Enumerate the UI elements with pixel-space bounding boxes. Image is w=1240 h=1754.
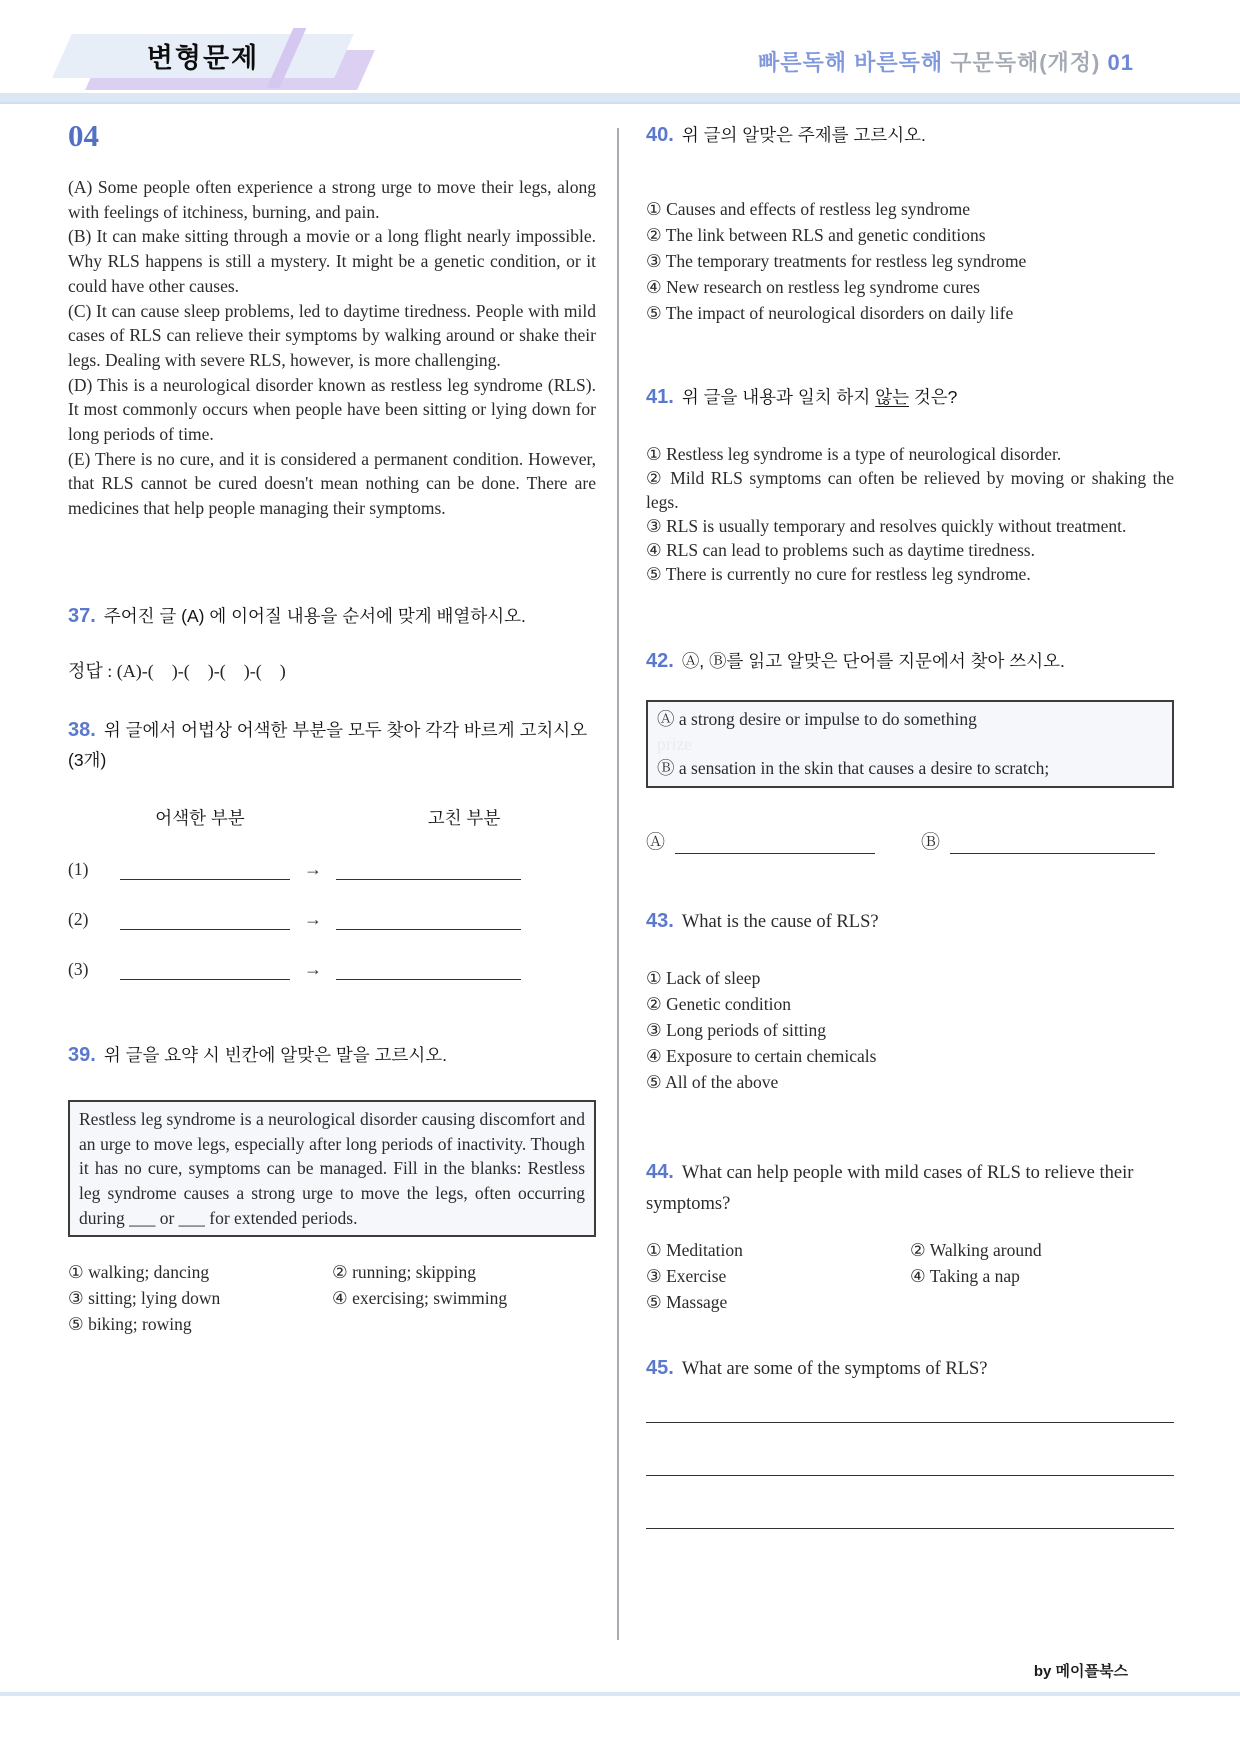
arrow-icon: → — [304, 858, 322, 879]
question-45 — [646, 1353, 1174, 1384]
passage-paragraph-e: (E) There is no cure, and it is considered a permanent condition. However, that RLS cannot be cured doesn't mean nothing can be done. There are medicines that help people managing their symptoms. — [68, 448, 596, 519]
question-44 — [646, 1157, 1174, 1219]
option: ④ RLS can lead to problems such as daytime tiredness. — [646, 540, 1035, 560]
question-41-options — [646, 442, 1174, 586]
option: ⑤ The impact of neurological disorders on daily life — [646, 303, 1014, 323]
passage-paragraph-b: (B) It can make sitting through a movie or a long flight nearly impossible. Why RLS happens is still a mystery. It might be a genetic condition, or it could have other causes. — [68, 226, 596, 296]
definition-box — [646, 700, 1174, 788]
book-title — [758, 46, 1134, 77]
question-45-number: 45. — [646, 1357, 674, 1380]
question-42-title: Ⓐ, Ⓑ를 읽고 알맞은 단어를 지문에서 찾아 쓰시오. — [681, 651, 1065, 671]
option: ① Causes and effects of restless leg syndrome — [646, 199, 970, 219]
option: ① Meditation — [646, 1240, 743, 1261]
option: ⑤ All of the above — [646, 1072, 779, 1093]
question-40-title: 위 글의 알맞은 주제를 고르시오. — [681, 125, 926, 145]
question-43 — [646, 906, 1174, 937]
option: ⑤ Massage — [646, 1292, 728, 1313]
question-40-number: 40. — [646, 124, 674, 146]
row-3-blank-right — [336, 957, 521, 980]
column-header-corrected: 고친 부분 — [427, 807, 501, 828]
answer-write-line — [646, 1475, 1174, 1476]
question-38-table-header — [68, 805, 596, 830]
option: ⑤ biking; rowing — [68, 1314, 192, 1335]
option: ④ exercising; swimming — [332, 1288, 508, 1309]
question-40 — [646, 120, 1174, 150]
passage-text — [68, 175, 596, 521]
option: ② Mild RLS symptoms can often be relieved by moving or shaking the legs. — [646, 468, 1174, 512]
question-37 — [68, 601, 596, 631]
question-44-number: 44. — [646, 1161, 674, 1184]
answer-write-line — [646, 1528, 1174, 1529]
badge — [62, 34, 362, 84]
answer-blank-b — [950, 831, 1155, 854]
option: ① Restless leg syndrome is a type of neurological disorder. — [646, 444, 1062, 464]
column-divider — [617, 128, 619, 1640]
row-1-blank-right — [336, 857, 521, 880]
question-44-title: What can help people with mild cases of RLS to relieve their symptoms? — [646, 1163, 1134, 1215]
question-45-title: What are some of the symptoms of RLS? — [681, 1359, 988, 1380]
option: ① walking; dancing — [68, 1262, 210, 1283]
correction-row-3 — [68, 952, 596, 980]
question-37-number: 37. — [68, 604, 96, 627]
option: ② Walking around — [910, 1240, 1042, 1261]
passage-paragraph-d: (D) This is a neurological disorder known as restless leg syndrome (RLS). It most commonly occurs when people have been sitting or lying down for long periods of time. — [68, 374, 596, 445]
option: ③ Long periods of sitting — [646, 1020, 826, 1041]
badge-label: 변형문제 — [146, 43, 260, 73]
row-1-blank-left — [120, 857, 290, 880]
row-1-label: (1) — [68, 858, 89, 879]
option: ③ sitting; lying down — [68, 1288, 221, 1309]
question-38-title: 위 글에서 어법상 어색한 부분을 모두 찾아 각각 바르게 고치시오 (3개) — [68, 719, 588, 770]
option: ④ Taking a nap — [910, 1266, 1020, 1287]
option: ③ The temporary treatments for restless leg syndrome — [646, 251, 1027, 271]
question-43-number: 43. — [646, 910, 674, 933]
option: ② Genetic condition — [646, 994, 791, 1015]
right-column — [646, 112, 1174, 1581]
column-header-awkward: 어색한 부분 — [155, 807, 245, 828]
option: ② The link between RLS and genetic conditions — [646, 225, 986, 245]
question-39-number: 39. — [68, 1043, 96, 1066]
question-41-title-underlined: 않는 — [875, 387, 909, 407]
option: ⑤ There is currently no cure for restless leg syndrome. — [646, 564, 1031, 584]
book-title-sub: 구문독해(개정) — [950, 50, 1101, 75]
question-38-number: 38. — [68, 718, 96, 741]
row-3-label: (3) — [68, 958, 89, 979]
answer-label-a: Ⓐ — [646, 832, 666, 854]
answer-blank-a — [675, 831, 875, 854]
question-41-number: 41. — [646, 386, 674, 408]
row-2-blank-left — [120, 907, 290, 930]
option: ② running; skipping — [332, 1262, 477, 1283]
question-41-title-post: 것은? — [909, 387, 958, 407]
question-42-answer-line — [646, 824, 1174, 854]
arrow-icon: → — [304, 958, 322, 979]
definition-a: Ⓐ a strong desire or impulse to do something — [657, 709, 977, 729]
question-42-number: 42. — [646, 650, 674, 672]
option: ③ Exercise — [646, 1266, 727, 1287]
question-37-title: 주어진 글 (A) 에 이어질 내용을 순서에 맞게 배열하시오. — [103, 605, 526, 626]
hidden-answer-text: prize — [657, 733, 692, 754]
option: ④ New research on restless leg syndrome cures — [646, 277, 980, 297]
answer-write-line — [646, 1422, 1174, 1423]
question-39-title: 위 글을 요약 시 빈칸에 알맞은 말을 고르시오. — [103, 1044, 447, 1065]
book-title-main: 빠른독해 바른독해 — [757, 50, 944, 75]
row-2-blank-right — [336, 907, 521, 930]
question-40-options — [646, 196, 1174, 326]
question-43-title: What is the cause of RLS? — [681, 912, 879, 933]
definition-b: Ⓑ a sensation in the skin that causes a desire to scratch; — [657, 758, 1050, 779]
option: ④ Exposure to certain chemicals — [646, 1046, 877, 1067]
header-divider-bar — [0, 93, 1240, 104]
question-41 — [646, 382, 1174, 412]
option: ③ RLS is usually temporary and resolves quickly without treatment. — [646, 516, 1127, 536]
question-38 — [68, 715, 596, 775]
answer-label-b: Ⓑ — [921, 832, 941, 854]
question-42 — [646, 646, 1174, 676]
summary-box: Restless leg syndrome is a neurological disorder causing discomfort and an urge to move legs, especially after long periods of inactivity. Though it has no cure, symptoms can be managed. Fill in the blanks: Restless leg syndrome causes a strong urge to move the legs, often occurring during ___ or ___ for extended periods. — [68, 1100, 596, 1238]
footer-divider-bar — [0, 1692, 1240, 1696]
question-43-options — [646, 965, 1174, 1095]
arrow-icon: → — [304, 908, 322, 929]
question-37-answer-line: 정답 : (A)-( )-( )-( )-( ) — [68, 660, 286, 681]
book-title-number: 01 — [1107, 50, 1134, 75]
question-39-options — [68, 1259, 596, 1337]
footer-credit: by 메이플북스 — [1033, 1663, 1128, 1680]
left-column — [68, 112, 596, 1337]
option: ① Lack of sleep — [646, 968, 761, 989]
question-39 — [68, 1040, 596, 1070]
question-41-title-pre: 위 글을 내용과 일치 하지 — [681, 387, 876, 407]
passage-paragraph-a: (A) Some people often experience a strong urge to move their legs, along with feelings of itchiness, burning, and pain. — [68, 177, 596, 222]
passage-paragraph-c: (C) It can cause sleep problems, led to daytime tiredness. People with mild cases of RLS can relieve their symptoms by walking around or shake their legs. Dealing with severe RLS, however, is more challenging. — [68, 300, 596, 370]
question-45-answer-lines — [646, 1422, 1174, 1529]
correction-row-1 — [68, 852, 596, 880]
correction-row-2 — [68, 902, 596, 930]
question-44-options — [646, 1237, 1174, 1315]
passage-number: 04 — [68, 118, 99, 153]
row-2-label: (2) — [68, 908, 89, 929]
row-3-blank-left — [120, 957, 290, 980]
